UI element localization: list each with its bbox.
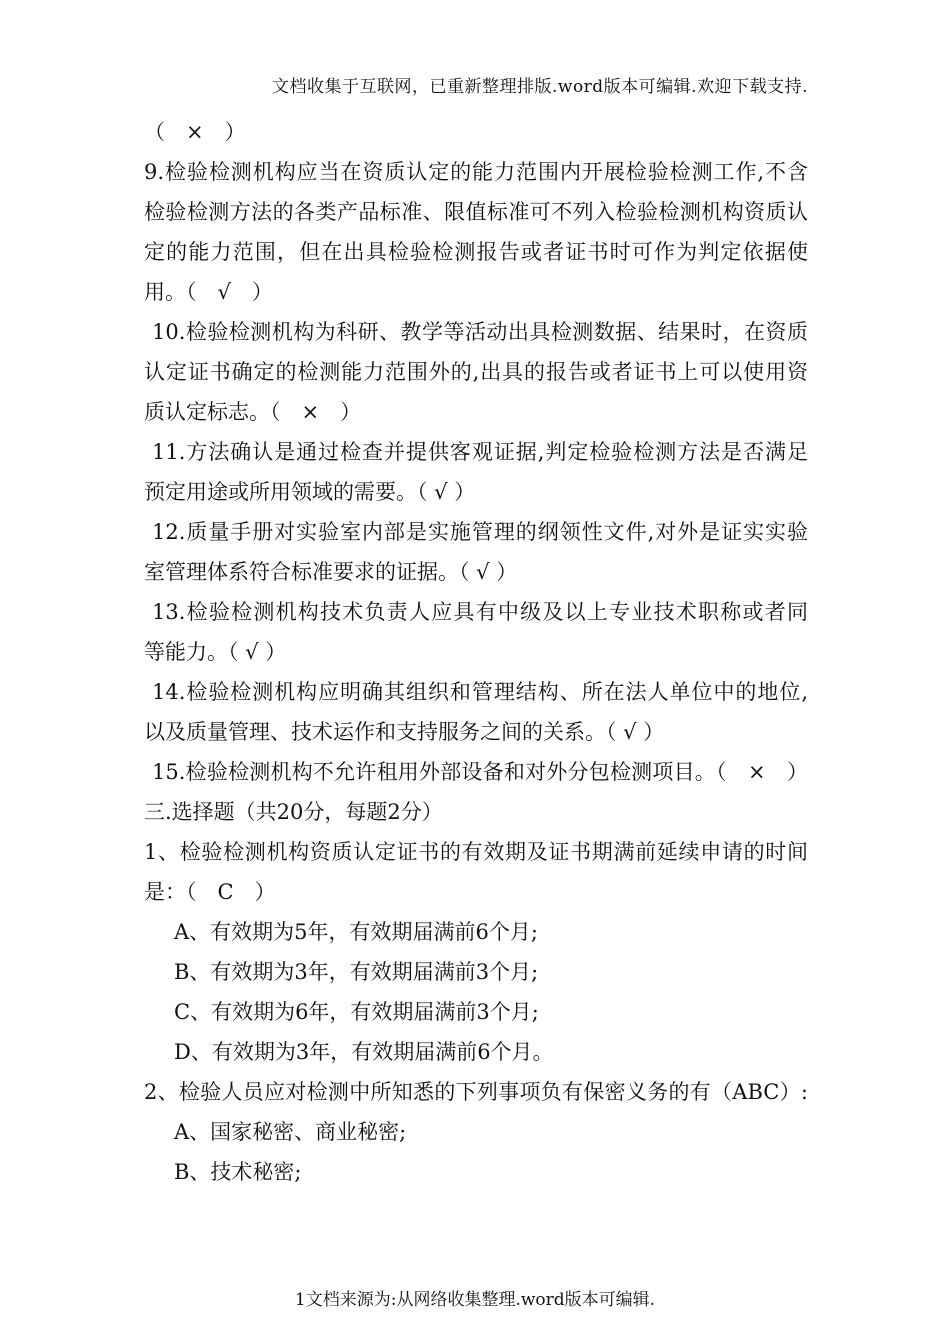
question-12-line-2: 室管理体系符合标准要求的证据。（ √ ）	[144, 560, 518, 584]
question-10-line-2: 认定证书确定的检测能力范围外的,出具的报告或者证书上可以使用资	[144, 360, 808, 384]
choice-question-1-line-2: 是：（ C ）	[144, 880, 276, 904]
answer-line: （ × ）	[144, 120, 246, 144]
option-b: B、有效期为3年，有效期届满前3个月;	[174, 960, 539, 984]
question-14-line-2: 以及质量管理、技术运作和支持服务之间的关系。（ √ ）	[144, 720, 665, 744]
choice-question-2-line-1: 2、检验人员应对检测中所知悉的下列事项负有保密义务的有（ABC）:	[144, 1080, 808, 1104]
question-11-line-2: 预定用途或所用领域的需要。（ √ ）	[144, 480, 476, 504]
question-9-line-2: 检验检测方法的各类产品标准、限值标准可不列入检验检测机构资质认	[144, 200, 808, 224]
question-9-line-4: 用。（ √ ）	[144, 280, 273, 304]
question-15-line-1: 15.检验检测机构不允许租用外部设备和对外分包检测项目。（ × ）	[152, 760, 808, 784]
question-13-line-1: 13.检验检测机构技术负责人应具有中级及以上专业技术职称或者同	[152, 600, 808, 624]
question-10-line-1: 10.检验检测机构为科研、教学等活动出具检测数据、结果时，在资质	[152, 320, 808, 344]
section-heading: 三.选择题（共20分，每题2分）	[144, 800, 443, 824]
question-9-line-3: 定的能力范围，但在出具检验检测报告或者证书时可作为判定依据使	[144, 240, 808, 264]
option-b: B、技术秘密;	[174, 1160, 302, 1184]
option-a: A、国家秘密、商业秘密;	[174, 1120, 407, 1144]
page-content	[144, 112, 808, 1192]
question-11-line-1: 11.方法确认是通过检查并提供客观证据,判定检验检测方法是否满足	[152, 440, 808, 464]
option-c: C、有效期为6年，有效期届满前3个月;	[174, 1000, 539, 1024]
page-footer: 1文档来源为:从网络收集整理.word版本可编辑.	[294, 1290, 656, 1310]
question-9-line-1: 9.检验检测机构应当在资质认定的能力范围内开展检验检测工作,不含	[144, 160, 808, 184]
question-13-line-2: 等能力。（ √ ）	[144, 640, 287, 664]
question-10-line-3: 质认定标志。（ × ）	[144, 400, 362, 424]
choice-question-1-line-1: 1、检验检测机构资质认定证书的有效期及证书期满前延续申请的时间	[144, 840, 808, 864]
question-12-line-1: 12.质量手册对实验室内部是实施管理的纲领性文件,对外是证实实验	[152, 520, 808, 544]
option-a: A、有效期为5年，有效期届满前6个月;	[174, 920, 538, 944]
page-header: 文档收集于互联网，已重新整理排版.word版本可编辑.欢迎下载支持.	[271, 77, 808, 97]
question-14-line-1: 14.检验检测机构应明确其组织和管理结构、所在法人单位中的地位,	[152, 680, 808, 704]
option-d: D、有效期为3年，有效期届满前6个月。	[174, 1040, 554, 1064]
